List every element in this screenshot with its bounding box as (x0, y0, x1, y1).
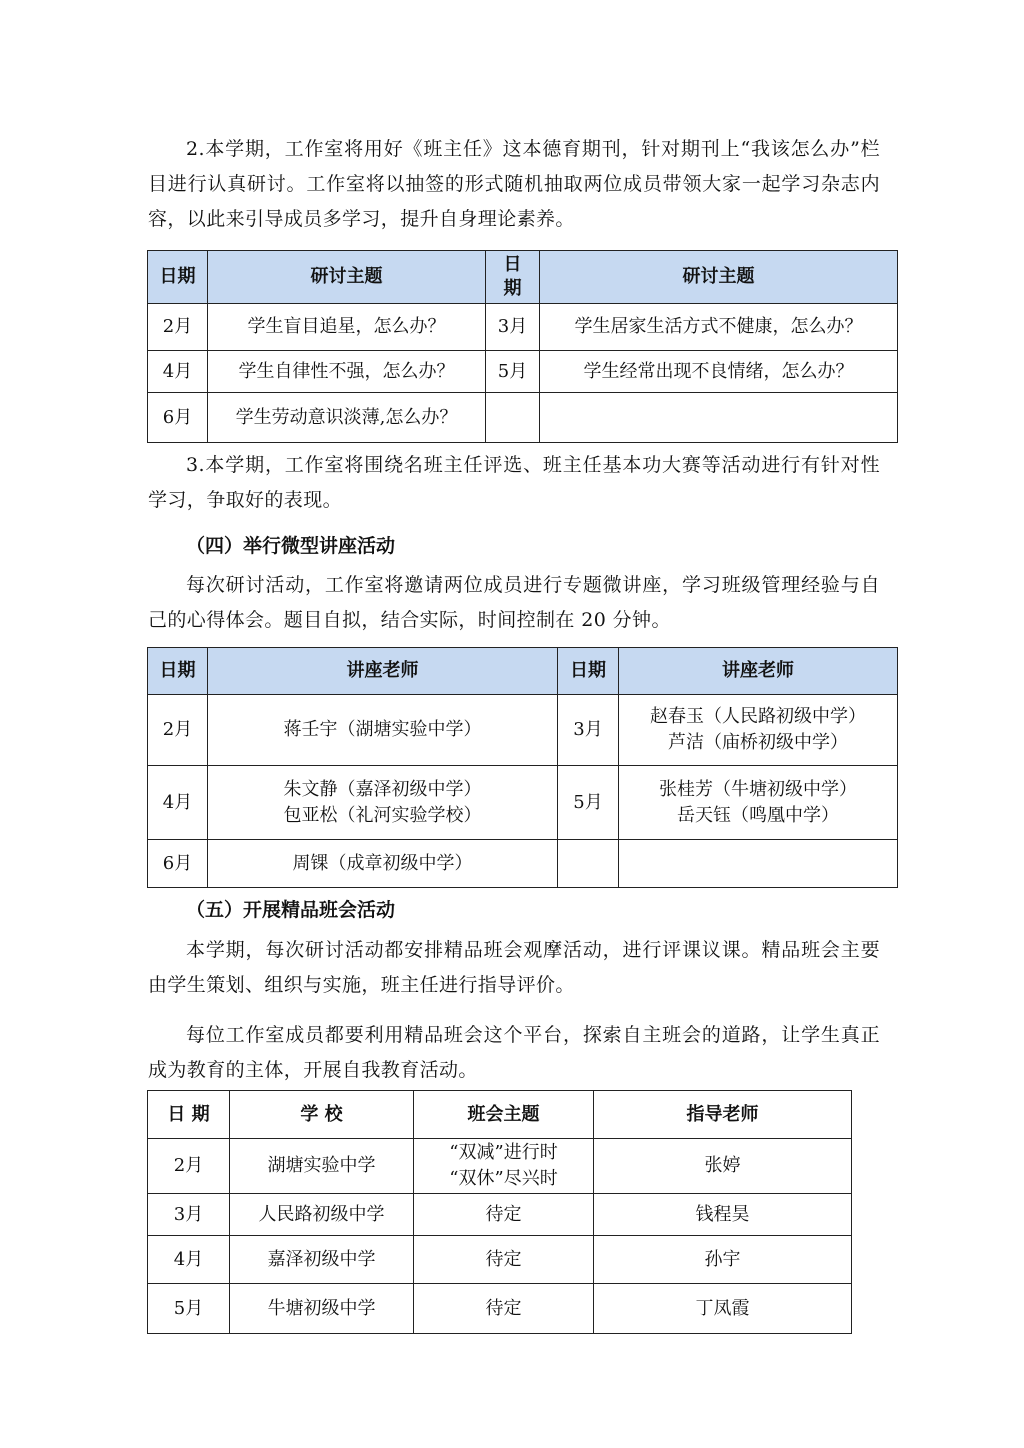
table-row (148, 1284, 852, 1334)
header-date: 日期 (148, 251, 208, 304)
table-row (148, 351, 898, 393)
table-row (148, 304, 898, 351)
date-cell: 2月 (148, 695, 208, 766)
paragraph-self-education: 每位工作室成员都要利用精品班会这个平台，探索自主班会的道路，让学生真正成为教育的主体，开展自我教育活动。 (148, 1024, 880, 1081)
table-header-row (148, 1091, 852, 1139)
lecturer-cell: 周锞（成章初级中学） (208, 840, 558, 888)
date-cell: 4月 (148, 351, 208, 393)
lecturer-cell (619, 840, 898, 888)
table-row (148, 695, 898, 766)
date-cell: 5月 (148, 1284, 230, 1334)
topic-cell: 学生居家生活方式不健康，怎么办？ (540, 304, 898, 351)
school-cell: 牛塘初级中学 (230, 1284, 414, 1334)
topic-cell (540, 393, 898, 443)
theme-cell: 待定 (414, 1236, 594, 1284)
header-date-split: 日 期 (486, 251, 540, 304)
date-cell: 5月 (558, 766, 619, 840)
topic-cell: 学生经常出现不良情绪，怎么办？ (540, 351, 898, 393)
section-heading-lectures: （四）举行微型讲座活动 (186, 535, 396, 557)
paragraph-competition: 3.本学期，工作室将围绕名班主任评选、班主任基本功大赛等活动进行有针对性学习，争取好的表现。 (148, 454, 880, 511)
date-cell: 4月 (148, 766, 208, 840)
date-cell: 2月 (148, 1139, 230, 1194)
theme-cell: 待定 (414, 1194, 594, 1236)
table-row (148, 840, 898, 888)
topic-cell: 学生劳动意识淡薄,怎么办？ (208, 393, 486, 443)
school-cell: 嘉泽初级中学 (230, 1236, 414, 1284)
header-advisor: 指导老师 (594, 1091, 852, 1139)
lecturer-cell: 朱文静（嘉泽初级中学） 包亚松（礼河实验学校） (208, 766, 558, 840)
theme-cell: “双减”进行时 “双休”尽兴时 (414, 1139, 594, 1194)
lecturer-cell: 赵春玉（人民路初级中学） 芦洁（庙桥初级中学） (619, 695, 898, 766)
date-cell: 3月 (486, 304, 540, 351)
header-lecturer: 讲座老师 (208, 648, 558, 695)
lecturer-cell: 张桂芳（牛塘初级中学） 岳天钰（鸣凰中学） (619, 766, 898, 840)
advisor-cell: 孙宇 (594, 1236, 852, 1284)
school-cell: 人民路初级中学 (230, 1194, 414, 1236)
advisor-cell: 钱程昊 (594, 1194, 852, 1236)
lecturer-cell: 蒋壬宇（湖塘实验中学） (208, 695, 558, 766)
header-date: 日 期 (148, 1091, 230, 1139)
header-topic: 研讨主题 (208, 251, 486, 304)
table-header-row (148, 251, 898, 304)
paragraph-lectures: 每次研讨活动，工作室将邀请两位成员进行专题微讲座，学习班级管理经验与自己的心得体会。题目自拟，结合实际，时间控制在 20 分钟。 (148, 574, 880, 631)
table-row (148, 1139, 852, 1194)
advisor-cell: 丁凤霞 (594, 1284, 852, 1334)
date-cell: 3月 (148, 1194, 230, 1236)
header-date: 日期 (558, 648, 619, 695)
advisor-cell: 张婷 (594, 1139, 852, 1194)
header-school: 学 校 (230, 1091, 414, 1139)
paragraph-journal-study: 2.本学期，工作室将用好《班主任》这本德育期刊，针对期刊上“我该怎么办”栏目进行认真研讨。工作室将以抽签的形式随机抽取两位成员带领大家一起学习杂志内容，以此来引导成员多学习，提升自身理论素养。 (148, 138, 880, 230)
theme-cell: 待定 (414, 1284, 594, 1334)
table-header-row (148, 648, 898, 695)
header-theme: 班会主题 (414, 1091, 594, 1139)
table-row (148, 1194, 852, 1236)
date-cell (558, 840, 619, 888)
date-cell: 6月 (148, 393, 208, 443)
date-cell (486, 393, 540, 443)
header-lecturer: 讲座老师 (619, 648, 898, 695)
table-row (148, 393, 898, 443)
topic-cell: 学生盲目追星，怎么办？ (208, 304, 486, 351)
paragraph-class-meetings: 本学期，每次研讨活动都安排精品班会观摩活动，进行评课议课。精品班会主要由学生策划、组织与实施，班主任进行指导评价。 (148, 939, 880, 996)
date-cell: 2月 (148, 304, 208, 351)
header-date: 日期 (148, 648, 208, 695)
lecture-table (147, 647, 898, 888)
date-cell: 4月 (148, 1236, 230, 1284)
date-cell: 5月 (486, 351, 540, 393)
school-cell: 湖塘实验中学 (230, 1139, 414, 1194)
date-cell: 6月 (148, 840, 208, 888)
table-row (148, 1236, 852, 1284)
class-meeting-table (147, 1090, 852, 1334)
section-heading-class-meetings: （五）开展精品班会活动 (186, 899, 396, 921)
table-row (148, 766, 898, 840)
date-cell: 3月 (558, 695, 619, 766)
discussion-topics-table (147, 250, 898, 443)
header-topic: 研讨主题 (540, 251, 898, 304)
topic-cell: 学生自律性不强，怎么办？ (208, 351, 486, 393)
